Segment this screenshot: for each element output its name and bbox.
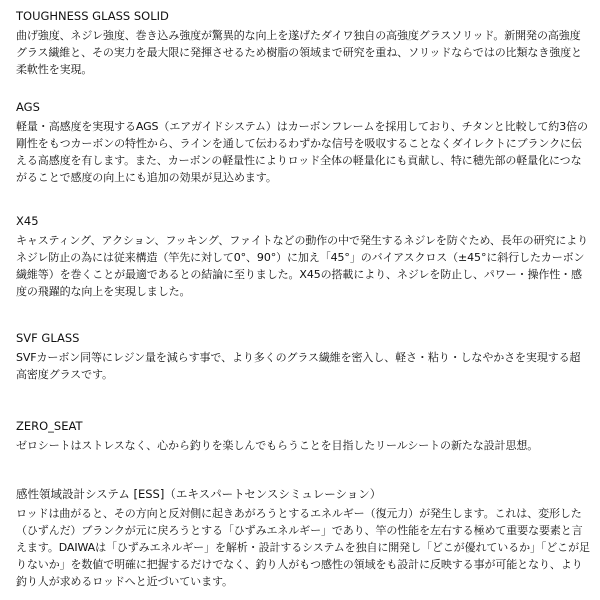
- section-heading: X45: [16, 214, 39, 228]
- feature-ess: [16, 486, 590, 590]
- feature-x45: [16, 213, 590, 300]
- section-heading: ZERO_SEAT: [16, 419, 83, 433]
- feature-toughness-glass-solid: [16, 8, 590, 78]
- section-heading: SVF GLASS: [16, 331, 80, 345]
- section-heading: AGS: [16, 100, 40, 114]
- section-body: ゼロシートはストレスなく、心から釣りを楽しんでもらうことを目指したリールシートの新たな設計思想。: [16, 439, 539, 452]
- section-body: SVFカーボン同等にレジン量を減らす事で、より多くのグラス繊維を密入し、軽さ・粘り・しなやかさを実現する超高密度グラスです。: [16, 351, 581, 381]
- feature-svf-glass: [16, 330, 590, 383]
- feature-zero-seat: [16, 418, 590, 454]
- section-body: 曲げ強度、ネジレ強度、巻き込み強度が驚異的な向上を遂げたダイワ独自の高強度グラスソリッド。新開発の高強度グラス繊維と、その実力を最大限に発揮させるため樹脂の領域まで研究を重ね、ソリッドならではの比類なき強度と柔軟性を実現。: [16, 29, 582, 76]
- section-body: ロッドは曲がると、その方向と反対側に起きあがろうとするエネルギー（復元力）が発生します。これは、変形した（ひずんだ）ブランクが元に戻ろうとする「ひずみエネルギー」であり、竿の性能を左右する極めて重要な要素と言えます。DAIWAは「ひずみエネルギー」を解析・設計するシステムを独自に開発し「どこが優れているか」「どこが足りないか」を数値で明確に把握するだけでなく、釣り人がもつ感性の領域をも設計に反映する事が可能となり、より釣り人が求めるロッドへと近づいています。: [16, 507, 590, 588]
- section-heading: TOUGHNESS GLASS SOLID: [16, 9, 169, 23]
- section-heading: 感性領域設計システム [ESS]（エキスパートセンスシミュレーション）: [16, 487, 382, 501]
- section-body: 軽量・高感度を実現するAGS（エアガイドシステム）はカーボンフレームを採用しており、チタンと比較して約3倍の剛性をもつカーボンの特性から、ラインを通して伝わるわずかな信号を吸収することなくダイレクトにブランクに伝える高感度を有します。また、カーボンの軽量性によりロッド全体の軽量化にも貢献し、特に穂先部の軽量化につながることで感度の向上にも追加の効果が見込めます。: [16, 120, 588, 184]
- feature-ags: [16, 99, 590, 186]
- section-body: キャスティング、アクション、フッキング、ファイトなどの動作の中で発生するネジレを防ぐため、長年の研究によりネジレ防止の為には従来構造（竿先に対して0°、90°）に加え「45°」のバイアスクロス（±45°に斜行したカーボン繊維等）を巻くことが最適であるとの結論に至りました。X45の搭載により、ネジレを防止し、パワー・操作性・感度の飛躍的な向上を実現しました。: [16, 234, 589, 298]
